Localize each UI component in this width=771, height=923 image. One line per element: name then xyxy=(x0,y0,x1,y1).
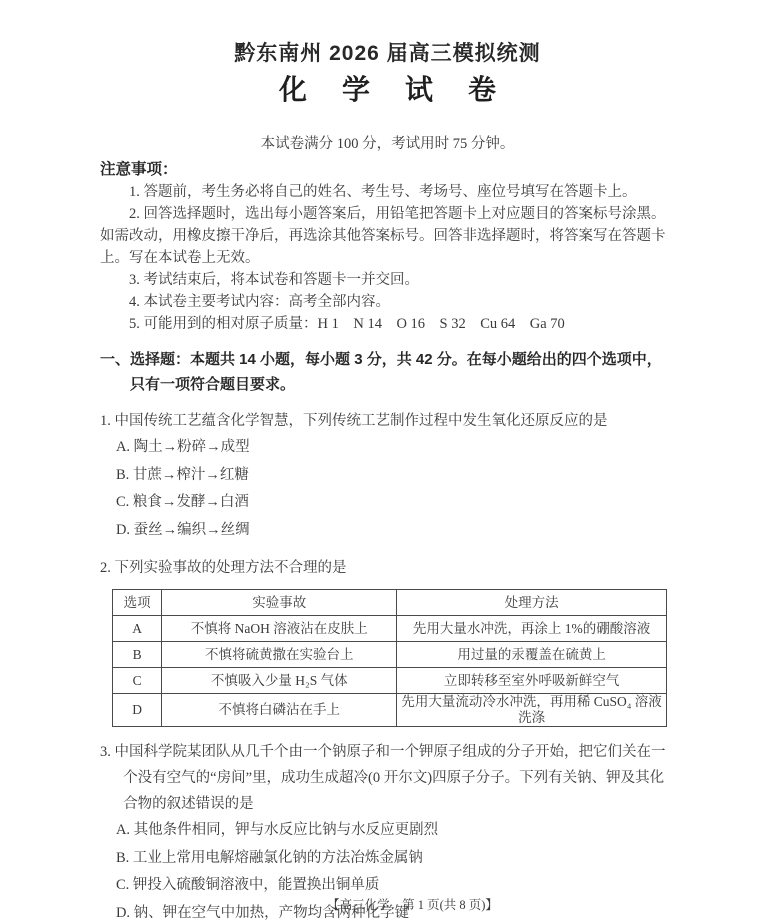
page-footer: 【高三化学 第 1 页(共 8 页)】 xyxy=(327,898,498,912)
table-cell-option: A xyxy=(113,616,162,642)
notice-item-3: 3. 考试结束后，将本试卷和答题卡一并交回。 xyxy=(129,272,419,288)
table-row xyxy=(113,616,667,642)
page-title: 黔东南州 2026 届高三模拟统测 xyxy=(234,42,541,65)
table-header-option: 选项 xyxy=(113,590,162,616)
exam-info: 本试卷满分 100 分，考试用时 75 分钟。 xyxy=(260,136,515,152)
table-cell-handling: 立即转移至室外呼吸新鲜空气 xyxy=(397,668,667,694)
table-cell-accident: 不慎吸入少量 H₂S 气体 xyxy=(162,668,397,694)
table-header-row xyxy=(113,590,667,616)
section-heading-choice: 一、选择题：本题共 14 小题，每小题 3 分，共 42 分。在每小题给出的四个选项中，只有一项符合题目要求。 xyxy=(100,351,662,393)
question-3-option-b: B. 工业上常用电解熔融氯化钠的方法冶炼金属钠 xyxy=(115,849,423,866)
question-1-option-c: C. 粮食→发酵→白酒 xyxy=(115,494,249,510)
question-1-stem: 1. 中国传统工艺蕴含化学智慧，下列传统工艺制作过程中发生氧化还原反应的是 xyxy=(100,413,608,429)
table-row xyxy=(113,694,667,727)
question-2-stem: 2. 下列实验事故的处理方法不合理的是 xyxy=(100,560,347,576)
question-3-option-c: C. 钾投入硫酸铜溶液中，能置换出铜单质 xyxy=(115,877,380,893)
notice-item-1: 1. 答题前，考生务必将自己的姓名、考生号、考场号、座位号填写在答题卡上。 xyxy=(129,184,637,200)
subject-title: 化 学 试 卷 xyxy=(278,75,510,106)
table-cell-accident: 不慎将白磷沾在手上 xyxy=(162,694,397,727)
question-3-option-a: A. 其他条件相同，钾与水反应比钠与水反应更剧烈 xyxy=(115,822,439,838)
notice-item-2: 2. 回答选择题时，选出每小题答案后，用铅笔把答题卡上对应题目的答案标号涂黑。如需改动，用橡皮擦干净后，再选涂其他答案标号。回答非选择题时，将答案写在答题卡上。写在本试卷上无效。 xyxy=(100,206,666,266)
notice-item-5: 5. 可能用到的相对原子质量：H 1 N 14 O 16 S 32 Cu 64 Ga 70 xyxy=(129,316,565,332)
table-cell-accident: 不慎将 NaOH 溶液沾在皮肤上 xyxy=(162,616,397,642)
table-cell-accident: 不慎将硫黄撒在实验台上 xyxy=(162,642,397,668)
table-cell-option: C xyxy=(113,668,162,694)
accident-handling-table xyxy=(112,589,667,727)
table-cell-handling: 用过量的汞覆盖在硫黄上 xyxy=(397,642,667,668)
table-header-handling: 处理方法 xyxy=(397,590,667,616)
notices-heading: 注意事项： xyxy=(100,161,178,178)
table-row xyxy=(113,668,667,694)
question-3-option-d: D. 钠、钾在空气中加热，产物均含两种化学键 xyxy=(115,904,410,921)
table-cell-handling: 先用大量水冲洗，再涂上 1%的硼酸溶液 xyxy=(397,616,667,642)
table-row xyxy=(113,642,667,668)
table-cell-handling: 先用大量流动冷水冲洗，再用稀 CuSO₄ 溶液洗涤 xyxy=(397,694,667,727)
question-1-option-d: D. 蚕丝→编织→丝绸 xyxy=(115,521,250,538)
notice-item-4: 4. 本试卷主要考试内容：高考全部内容。 xyxy=(129,294,390,310)
question-1-option-b: B. 甘蔗→榨汁→红糖 xyxy=(115,466,249,483)
table-cell-option: D xyxy=(113,694,162,727)
question-3-stem: 3. 中国科学院某团队从几千个由一个钠原子和一个钾原子组成的分子开始，把它们关在一个没有空气的“房间”里，成功生成超冷(0 开尔文)四原子分子。下列有关钠、钾及其化合物的叙述错误的是 xyxy=(100,744,666,812)
table-cell-option: B xyxy=(113,642,162,668)
table-header-accident: 实验事故 xyxy=(162,590,397,616)
question-1-option-a: A. 陶土→粉碎→成型 xyxy=(115,439,250,455)
